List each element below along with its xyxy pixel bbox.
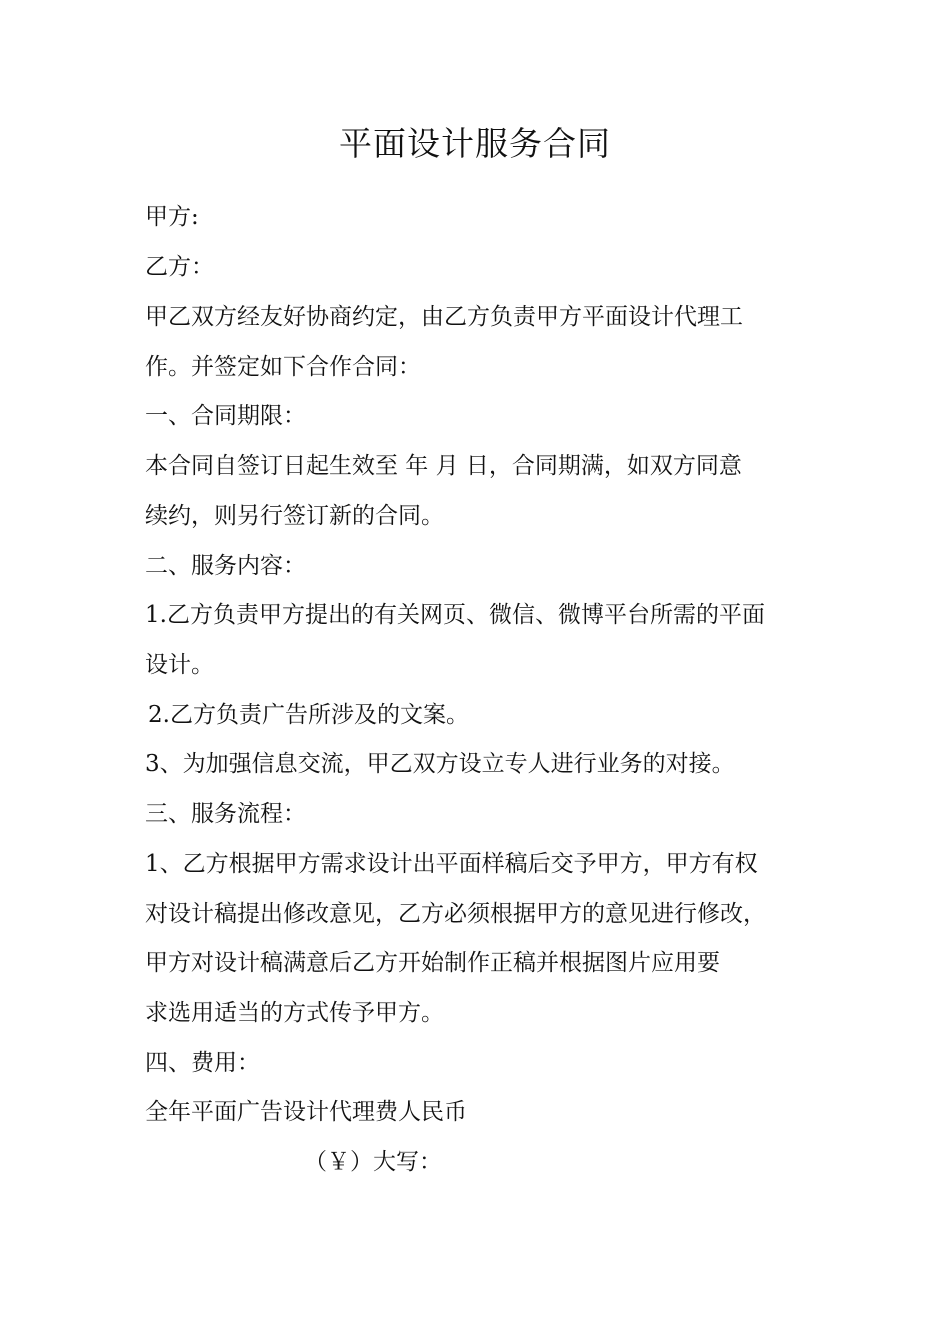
- process-paragraph-line-1: 1、乙方根据甲方需求设计出平面样稿后交予甲方，甲方有权: [145, 851, 758, 877]
- section-heading-process: 三、服务流程：: [145, 801, 306, 827]
- process-paragraph-line-4: 求选用适当的方式传予甲方。: [145, 1000, 444, 1026]
- party-b-line: 乙方：: [145, 254, 214, 280]
- intro-line-2: 作。并签定如下合作合同：: [145, 354, 421, 380]
- process-paragraph-line-2: 对设计稿提出修改意见，乙方必须根据甲方的意见进行修改，: [145, 901, 766, 927]
- intro-line-1: 甲乙双方经友好协商约定，由乙方负责甲方平面设计代理工: [145, 304, 743, 330]
- section-heading-services: 二、服务内容：: [145, 553, 306, 579]
- section-heading-term: 一、合同期限：: [145, 403, 306, 429]
- service-item-3: 3、为加强信息交流，甲乙双方设立专人进行业务的对接。: [145, 751, 735, 777]
- section-heading-fees: 四、费用：: [145, 1050, 260, 1076]
- party-a-line: 甲方:: [145, 204, 199, 230]
- document-title: 平面设计服务合同: [339, 124, 611, 163]
- term-paragraph-line-2: 续约，则另行签订新的合同。: [145, 503, 444, 529]
- fee-amount-line: （￥）大写：: [304, 1149, 442, 1175]
- process-paragraph-line-3: 甲方对设计稿满意后乙方开始制作正稿并根据图片应用要: [145, 950, 720, 976]
- fee-line: 全年平面广告设计代理费人民币: [145, 1099, 467, 1125]
- service-item-1-line-2: 设计。: [145, 652, 214, 678]
- term-paragraph-line-1: 本合同自签订日起生效至 年 月 日，合同期满，如双方同意: [145, 453, 742, 479]
- service-item-2: 2.乙方负责广告所涉及的文案。: [148, 702, 469, 728]
- service-item-1-line-1: 1.乙方负责甲方提出的有关网页、微信、微博平台所需的平面: [145, 602, 765, 628]
